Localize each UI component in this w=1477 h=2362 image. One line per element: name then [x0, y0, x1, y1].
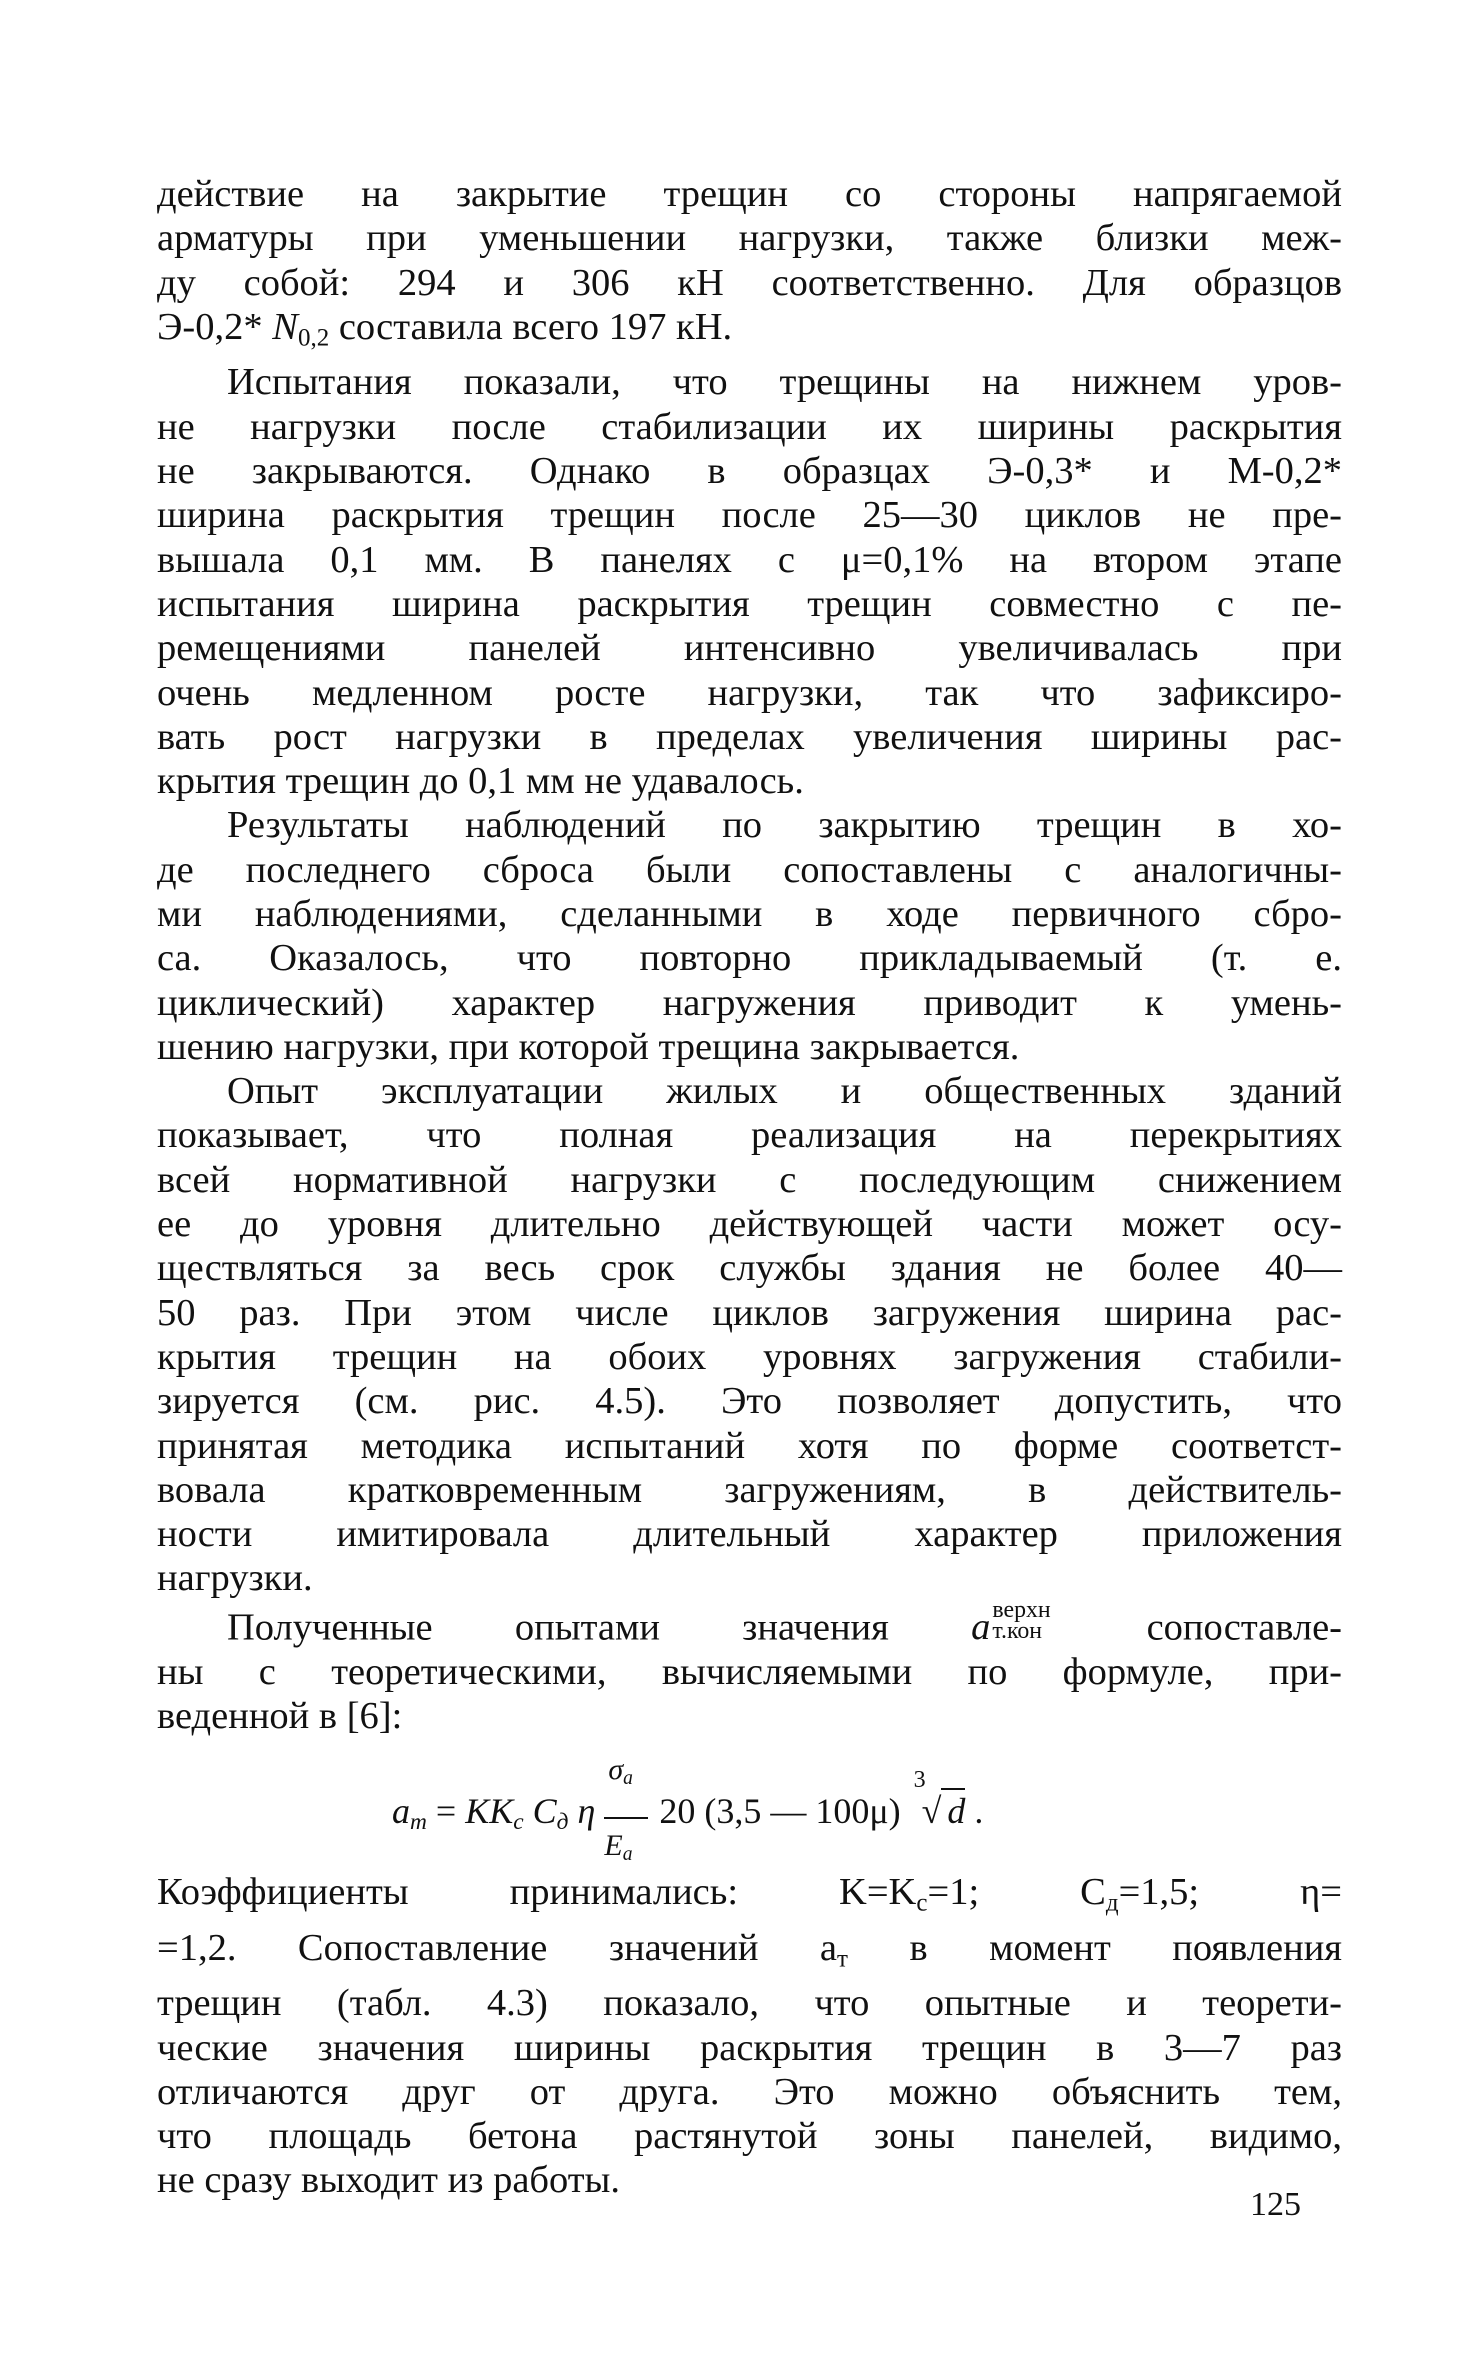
formula-sigma-subscript: а — [623, 1767, 633, 1789]
formula-e: E — [604, 1828, 623, 1862]
text-line: отличаются друг от друга. Это можно объяснить тем, — [157, 2070, 1342, 2113]
text-line: ществляться за весь срок службы здания не более 40— — [157, 1247, 1342, 1290]
text-line: зируется (см. рис. 4.5). Это позволяет допустить, что — [157, 1380, 1342, 1423]
page-content — [157, 172, 1342, 2203]
text-line: вышала 0,1 мм. В панелях с μ=0,1% на втором этапе — [157, 538, 1342, 581]
symbol-a-subscript: т — [837, 1944, 848, 1972]
formula-denominator — [604, 1829, 632, 1866]
formula-c: C — [523, 1791, 557, 1832]
formula-numerator — [608, 1753, 633, 1790]
sample-label: Э-0,2* — [157, 305, 263, 348]
text-line — [157, 305, 1342, 361]
formula-sigma: σ — [608, 1752, 624, 1786]
text-line: ны с теоретическими, вычисляемыми по формуле, при- — [157, 1650, 1342, 1693]
symbol-a-superscript: верхн — [992, 1596, 1051, 1623]
text-line — [157, 1870, 1342, 1926]
formula-fraction — [604, 1752, 650, 1865]
text-line: ширина раскрытия трещин после 25—30 циклов не пре- — [157, 494, 1342, 537]
line-tail: составила всего 197 кН. — [338, 305, 733, 348]
formula-radicand — [941, 1788, 965, 1832]
text-line: ду собой: 294 и 306 кН соответственно. Для образцов — [157, 261, 1342, 304]
fraction-bar — [604, 1817, 648, 1819]
text-line: не нагрузки после стабилизации их ширины раскрытия — [157, 405, 1342, 448]
formula-lhs-subscript: т — [410, 1808, 427, 1835]
formula-c-subscript: д — [556, 1808, 569, 1835]
text-line: испытания ширина раскрытия трещин совместно с пе- — [157, 582, 1342, 625]
text-line: показывает, что полная реализация на перекрытиях — [157, 1114, 1342, 1157]
formula — [157, 1738, 1342, 1870]
text-line: ремещениями панелей интенсивно увеличивалась при — [157, 627, 1342, 670]
formula-lhs: a — [392, 1791, 410, 1832]
text-line: очень медленном росте нагрузки, так что зафиксиро- — [157, 671, 1342, 714]
coeff-text: =1,5; η= — [1118, 1871, 1343, 1914]
symbol-a-subscript: т.кон — [992, 1618, 1043, 1645]
line-tail: в момент появления — [909, 1926, 1343, 1969]
text-line: циклический) характер нагружения приводит к умень- — [157, 981, 1342, 1024]
text-line: вать рост нагрузки в пределах увеличения ширины рас- — [157, 715, 1342, 758]
text-line: шению нагрузки, при которой трещина закрывается. — [157, 1025, 1020, 1068]
text-line: ности имитировала длительный характер приложения — [157, 1513, 1342, 1556]
text-line: арматуры при уменьшении нагрузки, также близки меж- — [157, 217, 1342, 260]
radicand-d: d — [947, 1791, 966, 1832]
text-line — [157, 1596, 1343, 1650]
coeff-subscript: с — [916, 1889, 928, 1917]
coeff-subscript: д — [1105, 1889, 1119, 1917]
text-line: веденной в [6]: — [157, 1694, 403, 1737]
body-text — [157, 172, 1342, 1738]
text-line: что площадь бетона растянутой зоны панелей, видимо, — [157, 2115, 1342, 2158]
formula-k-subscript: с — [513, 1808, 524, 1835]
line-tail: сопоставле- — [1146, 1606, 1343, 1649]
symbol-n: N — [272, 305, 298, 348]
formula-eta: η — [568, 1791, 605, 1832]
body-text-continued — [157, 1870, 1342, 2203]
text-line: 50 раз. При этом числе циклов загружения ширина рас- — [157, 1291, 1342, 1334]
text-line: нагрузки. — [157, 1557, 313, 1600]
coeff-text: =1; C — [927, 1871, 1106, 1914]
text-line: принятая методика испытаний хотя по форме соответст- — [157, 1424, 1342, 1467]
formula-expression — [392, 1752, 984, 1865]
text-line — [157, 1926, 1342, 1982]
symbol-a: a — [971, 1606, 991, 1649]
formula-k: KK — [465, 1791, 514, 1832]
coeff-text: Коэффициенты принимались: K=K — [157, 1871, 917, 1914]
root-index: 3 — [913, 1767, 926, 1794]
formula-e-subscript: а — [622, 1843, 633, 1865]
formula-equals: = — [426, 1791, 466, 1832]
symbol-a-indices — [990, 1596, 1064, 1645]
formula-end: . — [965, 1791, 984, 1832]
line-head: =1,2. Сопоставление значений a — [157, 1926, 838, 1969]
text-line: всей нормативной нагрузки с последующим снижением — [157, 1158, 1342, 1201]
page-number: 125 — [1250, 2186, 1301, 2223]
text-line: Испытания показали, что трещины на нижнем уров- — [227, 361, 1342, 404]
text-line: действие на закрытие трещин со стороны напрягаемой — [157, 173, 1342, 215]
formula-rest: 20 (3,5 — 100μ) — [650, 1791, 910, 1832]
text-line: крытия трещин до 0,1 мм не удавалось. — [157, 760, 804, 803]
text-line: крытия трещин на обоих уровнях загружения стабили- — [157, 1335, 1342, 1378]
line-head: Полученные опытами значения — [227, 1606, 889, 1649]
text-line: ми наблюдениями, сделанными в ходе первичного сбро- — [157, 893, 1342, 935]
root-radical-icon: √ — [921, 1791, 942, 1832]
text-line: вовала кратковременным загружениям, в действитель- — [157, 1468, 1342, 1511]
text-line: ее до уровня длительно действующей части может осу- — [157, 1203, 1342, 1246]
text-line: не сразу выходит из работы. — [157, 2159, 621, 2202]
text-line: са. Оказалось, что повторно прикладываемый (т. е. — [157, 937, 1342, 980]
text-line: Опыт эксплуатации жилых и общественных зданий — [227, 1070, 1342, 1113]
text-line: ческие значения ширины раскрытия трещин в 3—7 раз — [157, 2026, 1342, 2069]
symbol-n-subscript: 0,2 — [297, 324, 330, 352]
text-line: трещин (табл. 4.3) показало, что опытные и теорети- — [157, 1982, 1342, 2025]
text-line: де последнего сброса были сопоставлены с аналогичны- — [157, 848, 1342, 891]
text-line: Результаты наблюдений по закрытию трещин в хо- — [227, 804, 1342, 847]
text-line: не закрываются. Однако в образцах Э-0,3* и М-0,2* — [157, 450, 1342, 493]
